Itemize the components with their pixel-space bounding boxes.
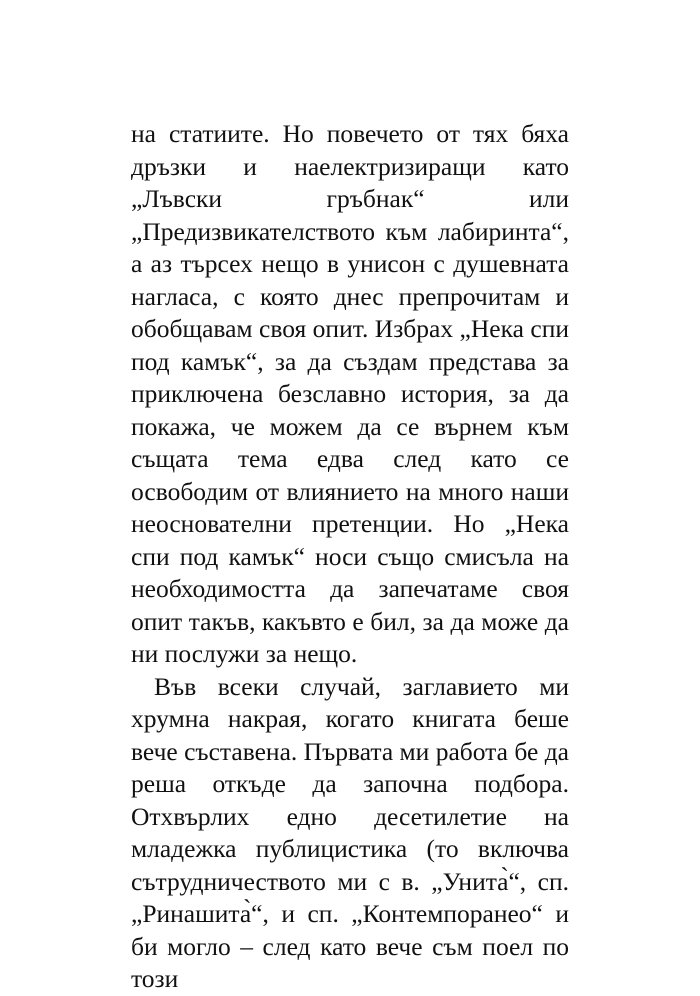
- paragraph-2: Във всеки случай, заглавието ми хрумна накрая, когато книгата беше вече съставена. Първата ми работа бе да реша откъде да започна подбора. Отхвърлих едно десетилетие на младежка публицистика (то включва сътрудничеството ми с в. „Унита̀“, сп. „Ринашита̀“, и сп. „Контемпоранео“ и би могло – след като вече съм поел по този: [131, 671, 569, 993]
- body-text: [131, 118, 569, 996]
- paragraph-1: на статиите. Но повечето от тях бяха дръзки и наелектризиращи като „Лъвски гръбнак“ или „Предизвикателството към лабиринта“, а аз търсех нещо в унисон с душевната нагласа, с която днес препрочитам и обобщавам своя опит. Избрах „Нека спи под камък“, за да създам представа за приключена безславно история, за да покажа, че можем да се върнем към същата тема едва след като се освободим от влиянието на много наши неоснователни претенции. Но „Нека спи под камък“ носи също смисъла на необходимостта да запечатаме своя опит такъв, какъвто е бил, за да може да ни послужи за нещо.: [131, 119, 569, 668]
